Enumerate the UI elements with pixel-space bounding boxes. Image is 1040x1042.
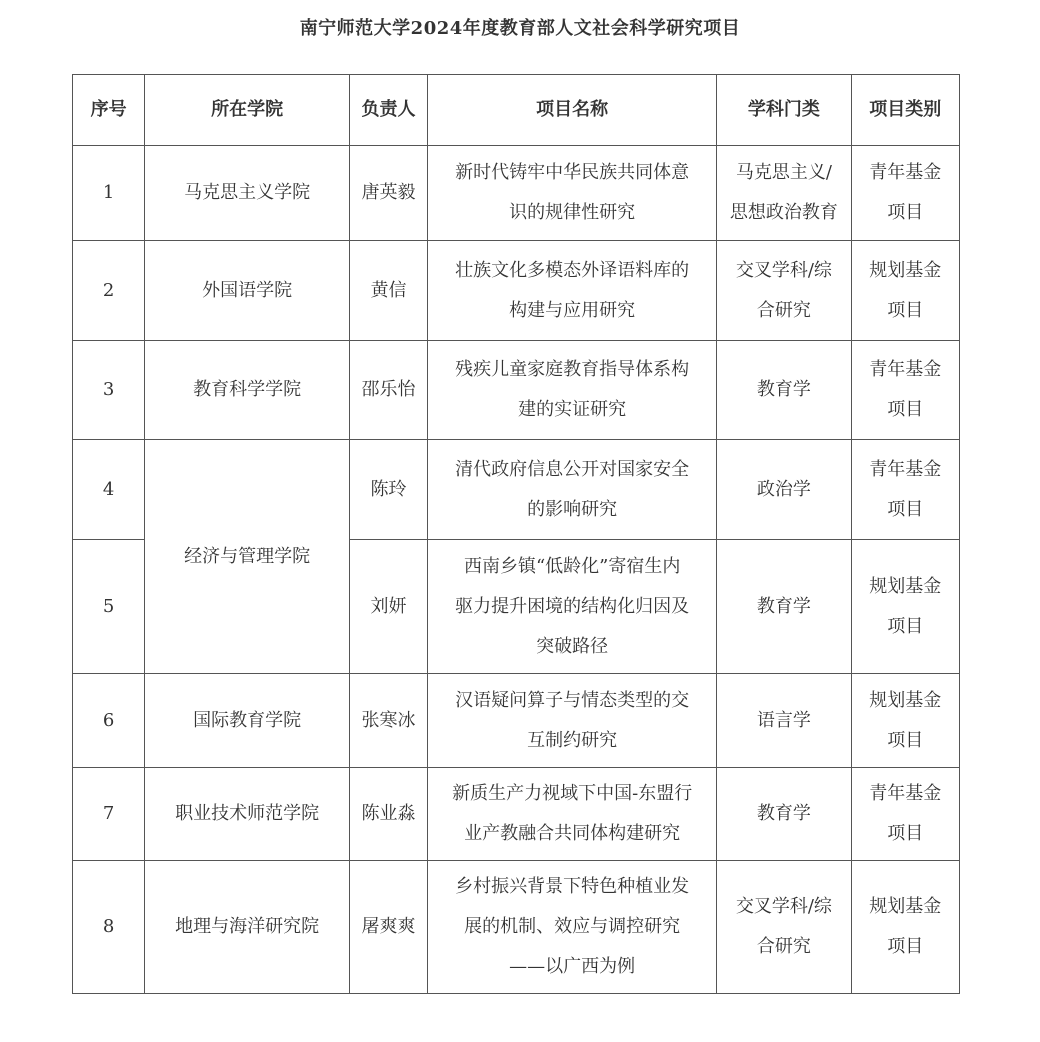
type-line: 项目 (887, 615, 924, 637)
cell-subject (717, 146, 851, 241)
cell-college: 职业技术师范学院 (145, 768, 350, 861)
type-line: 青年基金 (869, 783, 942, 804)
subject-line: 交叉学科/综 (735, 896, 832, 917)
project-line: 建的实证研究 (518, 399, 627, 420)
type-line: 青年基金 (869, 458, 942, 480)
cell-college: 教育科学学院 (145, 341, 350, 440)
cell-type (851, 440, 959, 540)
cell-leader: 唐英毅 (349, 146, 427, 241)
type-line: 青年基金 (869, 162, 942, 183)
project-line: 新质生产力视域下中国-东盟行 (452, 783, 693, 804)
cell-leader: 张寒冰 (349, 674, 427, 768)
subject-line: 思想政治教育 (729, 202, 838, 223)
cell-college: 经济与管理学院 (145, 440, 350, 674)
project-line: 互制约研究 (527, 729, 618, 751)
table-row (73, 440, 960, 540)
type-line: 青年基金 (869, 359, 942, 380)
cell-no: 1 (73, 146, 145, 241)
header-project: 项目名称 (428, 75, 717, 146)
cell-type (851, 674, 959, 768)
header-leader: 负责人 (349, 75, 427, 146)
cell-leader: 邵乐怡 (349, 341, 427, 440)
type-line: 规划基金 (869, 575, 942, 597)
project-line: 清代政府信息公开对国家安全 (455, 458, 690, 480)
cell-project (428, 540, 717, 674)
cell-leader: 陈玲 (349, 440, 427, 540)
table-row (73, 146, 960, 241)
type-line: 项目 (887, 399, 924, 420)
cell-college: 地理与海洋研究院 (145, 861, 350, 994)
cell-type (851, 768, 959, 861)
subject-line: 教育学 (756, 803, 811, 824)
table-row (73, 861, 960, 994)
cell-no: 8 (73, 861, 145, 994)
cell-college: 国际教育学院 (145, 674, 350, 768)
type-line: 项目 (887, 823, 924, 844)
cell-leader: 黄信 (349, 241, 427, 341)
subject-line: 合研究 (756, 936, 811, 957)
cell-project (428, 440, 717, 540)
cell-college: 马克思主义学院 (145, 146, 350, 241)
type-line: 规划基金 (869, 896, 942, 917)
header-subject: 学科门类 (717, 75, 851, 146)
cell-no: 3 (73, 341, 145, 440)
cell-project (428, 341, 717, 440)
subject-line: 马克思主义/ (735, 162, 832, 183)
type-line: 项目 (887, 202, 924, 223)
cell-no: 4 (73, 440, 145, 540)
project-line: 汉语疑问算子与情态类型的交 (455, 689, 690, 711)
project-line: 西南乡镇“低龄化”寄宿生内 (463, 555, 681, 577)
table-row (73, 674, 960, 768)
subject-line: 政治学 (756, 478, 811, 500)
project-line: 新时代铸牢中华民族共同体意 (455, 162, 690, 183)
type-line: 项目 (887, 498, 924, 520)
cell-no: 6 (73, 674, 145, 768)
cell-project (428, 674, 717, 768)
page-title: 南宁师范大学2024年度教育部人文社会科学研究项目 (299, 18, 741, 39)
subject-line: 语言学 (756, 709, 811, 731)
cell-type (851, 241, 959, 341)
cell-type (851, 341, 959, 440)
cell-subject (717, 540, 851, 674)
table-row (73, 341, 960, 440)
type-line: 项目 (887, 936, 924, 957)
cell-college: 外国语学院 (145, 241, 350, 341)
cell-project (428, 768, 717, 861)
project-line: 识的规律性研究 (509, 202, 636, 223)
subject-line: 教育学 (756, 379, 811, 400)
subject-line: 合研究 (756, 299, 811, 321)
header-type: 项目类别 (851, 75, 959, 146)
project-line: 构建与应用研究 (509, 299, 636, 321)
project-line: 乡村振兴背景下特色种植业发 (455, 876, 690, 897)
cell-no: 7 (73, 768, 145, 861)
cell-project (428, 146, 717, 241)
cell-project (428, 861, 717, 994)
cell-subject (717, 674, 851, 768)
type-line: 规划基金 (869, 689, 942, 711)
project-line: 残疾儿童家庭教育指导体系构 (455, 359, 690, 380)
table-row (73, 241, 960, 341)
projects-table (72, 74, 960, 994)
type-line: 项目 (887, 299, 924, 321)
type-line: 项目 (887, 729, 924, 751)
cell-project (428, 241, 717, 341)
cell-subject (717, 241, 851, 341)
cell-leader: 刘妍 (349, 540, 427, 674)
cell-subject (717, 341, 851, 440)
cell-leader: 陈业淼 (349, 768, 427, 861)
table-row (73, 768, 960, 861)
cell-subject (717, 861, 851, 994)
type-line: 规划基金 (869, 259, 942, 281)
project-line: 突破路径 (536, 635, 609, 657)
cell-subject (717, 440, 851, 540)
cell-type (851, 146, 959, 241)
project-line: 的影响研究 (527, 498, 618, 520)
cell-no: 5 (73, 540, 145, 674)
cell-no: 2 (73, 241, 145, 341)
subject-line: 交叉学科/综 (735, 259, 832, 281)
cell-subject (717, 768, 851, 861)
project-line: 驱力提升困境的结构化归因及 (455, 595, 690, 617)
header-college: 所在学院 (145, 75, 350, 146)
project-line: 业产教融合共同体构建研究 (464, 823, 681, 844)
cell-leader: 屠爽爽 (349, 861, 427, 994)
project-line: 展的机制、效应与调控研究 (464, 916, 681, 937)
project-line: ——以广西为例 (509, 956, 636, 977)
table-header-row (73, 75, 960, 146)
cell-type (851, 861, 959, 994)
header-no: 序号 (73, 75, 145, 146)
cell-type (851, 540, 959, 674)
subject-line: 教育学 (756, 595, 811, 617)
project-line: 壮族文化多模态外译语料库的 (455, 259, 690, 281)
